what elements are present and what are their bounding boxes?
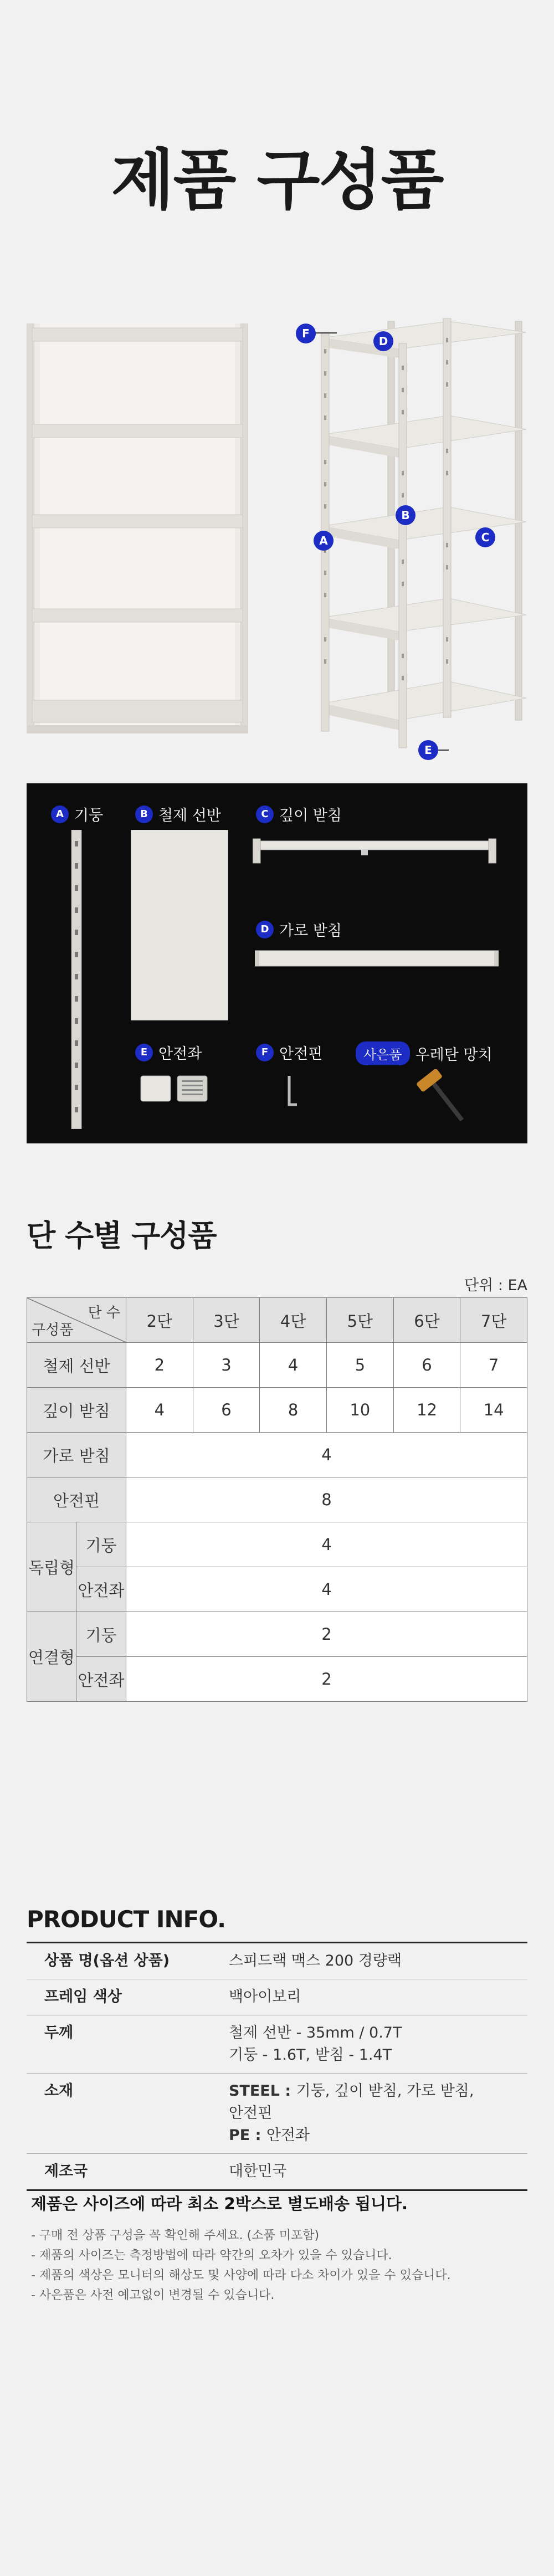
notes-list: [31, 2226, 451, 2306]
info-row: 상품 명(옵션 상품) 스피드랙 맥스 200 경량랙: [27, 1943, 527, 1979]
table-corner-cell: 단 수 구성품: [27, 1298, 126, 1343]
info-row: 두께 철제 선반 - 35mm / 0.7T 기둥 - 1.6T, 받침 - 1.4T: [27, 2015, 527, 2074]
marker-e: E: [418, 740, 438, 760]
note-item: - 제품의 사이즈는 측정방법에 따라 약간의 오차가 있을 수 있습니다.: [31, 2249, 392, 2262]
marker-f: F: [296, 324, 316, 343]
badge-c: C: [256, 805, 274, 823]
info-row: 제조국 대한민국: [44, 2163, 287, 2180]
column-header: 6단: [393, 1298, 460, 1343]
hammer-image: [414, 1069, 470, 1125]
component-d-label: D 가로 받침: [256, 918, 342, 940]
component-c-label: C 깊이 받침: [256, 803, 342, 825]
depth-support-image: [253, 837, 496, 868]
shelf-front-view: [27, 324, 248, 733]
table-row: 안전좌 4: [27, 1567, 527, 1612]
badge-d: D: [256, 921, 274, 938]
quantity-table: [27, 1297, 527, 1702]
marker-c: C: [475, 527, 495, 547]
column-header: 3단: [193, 1298, 260, 1343]
badge-f: F: [256, 1044, 274, 1061]
column-header: 5단: [326, 1298, 393, 1343]
component-f-label: F 안전핀: [256, 1041, 322, 1063]
table-row: 독립형 기둥 4: [27, 1522, 527, 1567]
table-row: 가로 받침 4: [27, 1433, 527, 1477]
shelf-perspective-view: [310, 316, 532, 753]
shipping-notice: 제품은 사이즈에 따라 최소 2박스로 별도배송 됩니다.: [31, 2194, 408, 2213]
post-image: [70, 830, 83, 1129]
unit-label: 단위 : EA: [464, 1277, 527, 1294]
column-header: 7단: [460, 1298, 527, 1343]
product-image-area: [0, 299, 554, 770]
table-row: 안전핀 8: [27, 1477, 527, 1522]
table-row: 철제 선반 2 3 4 5 6 7: [27, 1343, 527, 1388]
page-title: 제품 구성품: [111, 142, 443, 218]
column-header: 2단: [126, 1298, 193, 1343]
product-info-title: PRODUCT INFO.: [27, 1906, 226, 1933]
component-b-label: B 철제 선반: [135, 803, 221, 825]
components-panel: [27, 783, 527, 1143]
badge-b: B: [135, 805, 153, 823]
note-item: - 사은품은 사전 예고없이 변경될 수 있습니다.: [31, 2288, 275, 2302]
badge-e: E: [135, 1044, 153, 1061]
safety-seat-image: [140, 1075, 208, 1102]
marker-f-line: [315, 332, 337, 333]
marker-b: B: [396, 505, 416, 525]
table-row: 깊이 받침 4 6 8 10 12 14: [27, 1388, 527, 1433]
gift-label: 사은품 우레탄 망치: [356, 1041, 493, 1065]
column-header: 4단: [260, 1298, 327, 1343]
safety-pin-image: [285, 1074, 301, 1107]
steel-shelf-image: [131, 830, 228, 1020]
badge-a: A: [51, 805, 69, 823]
product-info-table: [27, 1942, 527, 2191]
table-row: 안전좌 2: [27, 1657, 527, 1702]
marker-a: A: [314, 531, 334, 551]
quantity-section-title: 단 수별 구성품: [27, 1218, 217, 1253]
table-header-row: [27, 1298, 527, 1343]
table-row: 연결형 기둥 2: [27, 1612, 527, 1657]
info-row: 소재 STEEL : 기둥, 깊이 받침, 가로 받침, 안전핀 PE : 안전좌: [27, 2074, 527, 2154]
gift-badge: 사은품: [356, 1041, 410, 1065]
info-row: 프레임 색상 백아이보리: [27, 1979, 527, 2015]
note-item: - 구매 전 상품 구성을 꼭 확인해 주세요. (소품 미포함): [31, 2229, 320, 2243]
horizontal-support-image: [255, 947, 499, 969]
component-a-label: A 기둥: [51, 803, 103, 825]
marker-d: D: [373, 331, 393, 351]
component-e-label: E 안전좌: [135, 1041, 202, 1063]
note-item: - 제품의 색상은 모니터의 해상도 및 사양에 따라 다소 차이가 있을 수 있습니다.: [31, 2269, 451, 2282]
